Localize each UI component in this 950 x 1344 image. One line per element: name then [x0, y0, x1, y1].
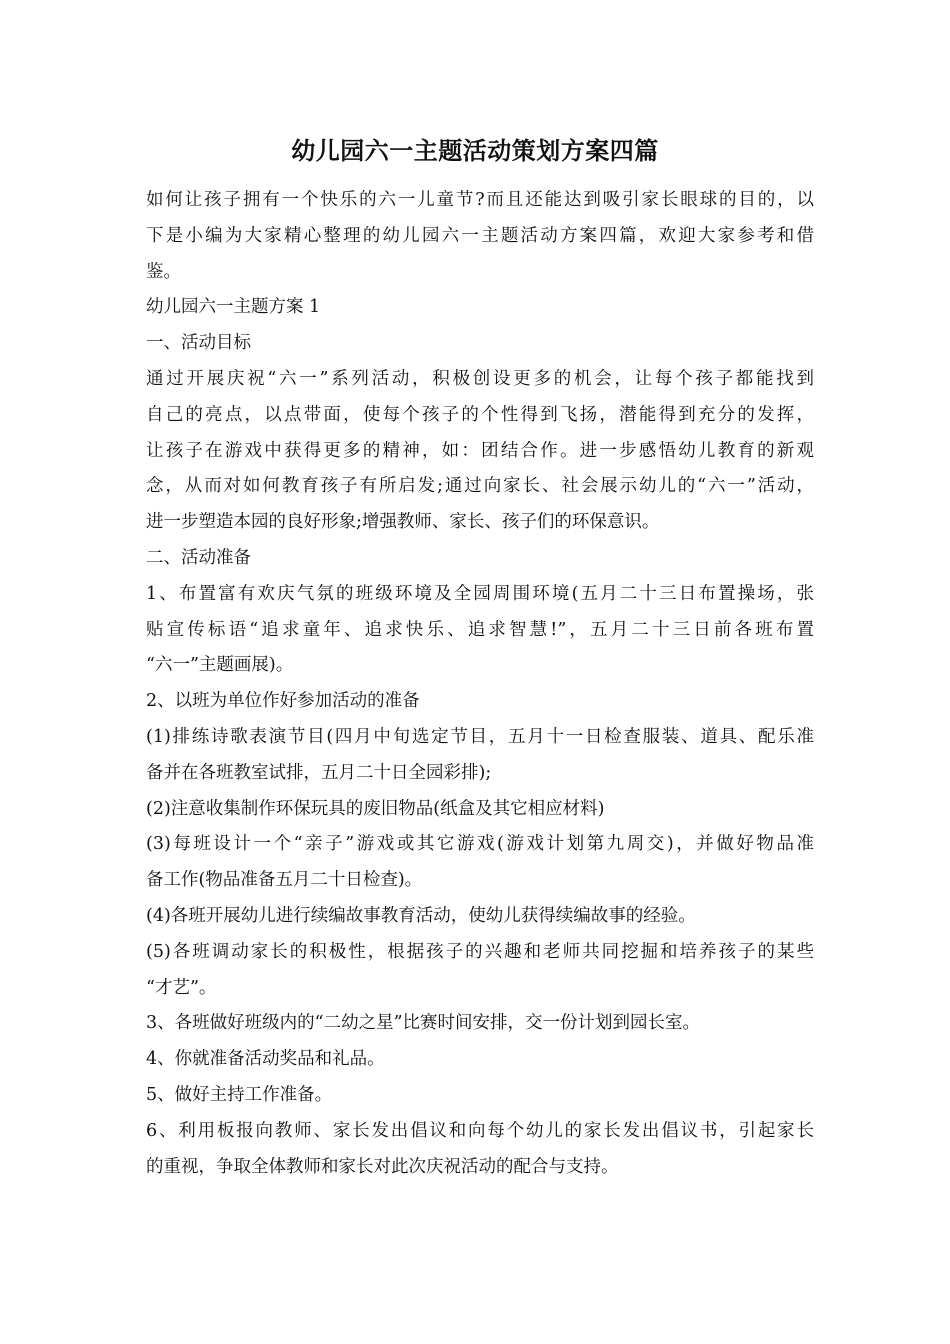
list-item: 的重视，争取全体教师和家长对此次庆祝活动的配合与支持。 — [146, 1156, 619, 1177]
paragraph-line: 让孩子在游戏中获得更多的精神，如：团结合作。进一步感悟幼儿教育的新观 — [146, 440, 814, 461]
list-item: 6、利用板报向教师、家长发出倡议和向每个幼儿的家长发出倡议书，引起家长 — [146, 1120, 814, 1141]
section-heading: 二、活动准备 — [146, 547, 251, 568]
section-heading: 一、活动目标 — [146, 333, 251, 354]
paragraph-line: 念，从而对如何教育孩子有所启发;通过向家长、社会展示幼儿的“六一”活动， — [146, 476, 814, 497]
section-heading: 幼儿园六一主题方案 1 — [146, 297, 321, 318]
paragraph-line: 下是小编为大家精心整理的幼儿园六一主题活动方案四篇，欢迎大家参考和借 — [146, 225, 814, 246]
list-item: (4)各班开展幼儿进行续编故事教育活动，使幼儿获得续编故事的经验。 — [146, 905, 696, 926]
list-item: “才艺”。 — [146, 977, 217, 998]
paragraph-line: 贴宣传标语“追求童年、追求快乐、追求智慧!”，五月二十三日前各班布置 — [146, 619, 814, 640]
list-item: 4、你就准备活动奖品和礼品。 — [146, 1049, 385, 1070]
paragraph-line: 1、布置富有欢庆气氛的班级环境及全园周围环境(五月二十三日布置操场，张 — [146, 583, 814, 604]
list-item: (2)注意收集制作环保玩具的废旧物品(纸盒及其它相应材料) — [146, 798, 605, 819]
paragraph-line: “六一”主题画展)。 — [146, 655, 294, 676]
document-title: 幼儿园六一主题活动策划方案四篇 — [291, 136, 659, 165]
list-item: 5、做好主持工作准备。 — [146, 1084, 333, 1105]
list-item: (1)排练诗歌表演节目(四月中旬选定节目，五月十一日检查服装、道具、配乐准 — [146, 726, 814, 747]
paragraph-line: 通过开展庆祝“六一”系列活动，积极创设更多的机会，让每个孩子都能找到 — [146, 368, 814, 389]
list-item: (5)各班调动家长的积极性，根据孩子的兴趣和老师共同挖掘和培养孩子的某些 — [146, 941, 814, 962]
list-item: 2、以班为单位作好参加活动的准备 — [146, 691, 420, 712]
paragraph-line: 自己的亮点，以点带面，使每个孩子的个性得到飞扬，潜能得到充分的发挥， — [146, 404, 814, 425]
list-item: 3、各班做好班级内的“二幼之星”比赛时间安排，交一份计划到园长室。 — [146, 1013, 701, 1034]
list-item: 备工作(物品准备五月二十日检查)。 — [146, 870, 423, 891]
paragraph-line: 如何让孩子拥有一个快乐的六一儿童节?而且还能达到吸引家长眼球的目的，以 — [146, 190, 814, 210]
document-body — [146, 183, 814, 1185]
list-item: (3)每班设计一个“亲子”游戏或其它游戏(游戏计划第九周交)，并做好物品准 — [146, 834, 814, 855]
paragraph-line: 鉴。 — [146, 261, 181, 282]
list-item: 备并在各班教室试排，五月二十日全园彩排); — [146, 762, 492, 783]
paragraph-line: 进一步塑造本园的良好形象;增强教师、家长、孩子们的环保意识。 — [146, 512, 660, 533]
